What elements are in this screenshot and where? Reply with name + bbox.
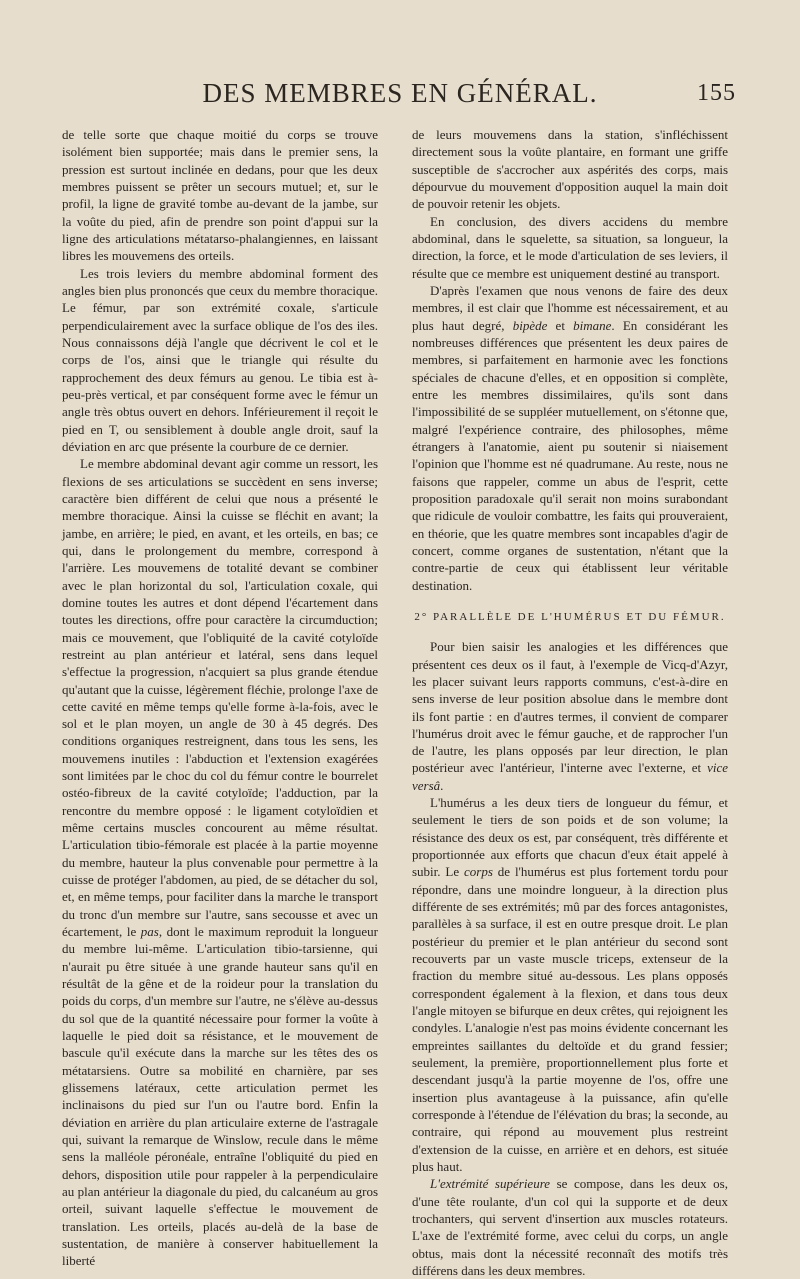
italic-term: vice versâ bbox=[412, 760, 728, 793]
paragraph: En conclusion, des divers accidens du membre abdominal, dans le squelette, sa situation, sa longueur, la direction, la force, et le mode d'articulation de ses leviers, il résulte que ce membre est uniquement destiné au transport. bbox=[412, 213, 728, 281]
paragraph bbox=[412, 1175, 728, 1279]
running-title: DES MEMBRES EN GÉNÉRAL. bbox=[202, 78, 598, 108]
paragraph: de leurs mouvemens dans la station, s'infléchissent directement sous la voûte plantaire, en formant une griffe susceptible de s'accrocher aux aspérités des corps, mais dépourvue du mouvement d'opposition auquel la main doit de pouvoir retenir les objets. bbox=[412, 127, 728, 212]
text-run: , dont le maximum reproduit la longueur du membre lui-même. L'articulation tibio-tarsienne, qui n'aurait pu être située à une grande hauteur sans qu'il en résultât de la gêne et de la roideur pour la translation du poids du corps, d'un membre sur l'autre, ne s'élève au-dessus du sol que de la quantité nécessaire pour former la voûte à laquelle le pied doit sa résistance, et le mouvement de bascule qu'il exécute dans la marche sur les têtes des os métatarsiens. Outre sa mobilité en charnière, par ses glissemens latéraux, cette articulation permet les inclinaisons du pied sur l'un ou l'autre bord. Enfin la déviation en arrière du plan articulaire externe de l'astragale qui, suivant la remarque de Winslow, recule dans le même sens la malléole péronéale, entraîne l'obliquité du pied en dehors, disposition utile pour rappeler à la perpendiculaire au plan antérieur la diagonale du pied, du calcanéum au gros orteil, suivant laquelle s'effectue le mouvement de translation. Les orteils, placés au-delà de la base de sustentation, de manière à conserver habituellement la liberté bbox=[62, 924, 378, 1269]
italic-term: bipède bbox=[512, 317, 548, 333]
paragraph bbox=[412, 282, 728, 594]
text-run: se compose, dans les deux os, d'une tête roulante, d'un col qui la supporte et de deux trochanters, qui servent d'insertion aux muscles rotateurs. L'axe de l'extrémité forme, avec celui du corps, un angle obtus, mais dont la nécessité reconnaît des motifs très différens dans les deux membres. bbox=[412, 1176, 728, 1278]
text-run: Le membre abdominal devant agir comme un ressort, les flexions de ses articulations se succèdent en sens inverse; caractère bien différent de celui que nous a présenté le membre thoracique. Ainsi la cuisse se fléchit en avant; la jambe, en arrière; le pied, en avant, et les orteils, en bas; ce qui, dans le prolongement du membre, correspond à l'arrière. Les mouvemens de totalité devant se combiner avec le plan horizontal du sol, l'articulation coxale, qui domine toutes les autres et dont dépend l'écartement dans toutes les directions, offre pour caractère la circumduction; mais ce mouvement, que l'obliquité de la cavité cotyloïde restreint au plan antérieur et latéral, sens dans lequel s'effectue la progression, n'acquiert sa plus grande étendue qu'autant que la cuisse, légèrement fléchie, prolonge l'axe de cette cavité en même temps qu'elle forme à-la-fois, avec le sol et le plan moyen, un angle de 30 à 45 degrés. Des conditions organiques restreignent, dans tous les sens, les mouvemens inutiles : l'abduction et l'extension exagérées sont limitées par le choc du col du fémur contre le bourrelet ostéo-fibreux de la cavité cotyloïde; l'adduction, par la rencontre du membre opposé : le ligament cotyloïdien et même certains muscles concourent au même résultat. L'articulation tibio-fémorale est placée à la partie moyenne du membre, hauteur la plus convenable pour permettre à la cuisse de protéger l'abdomen, au pied, de se détacher du sol, et, en même temps, pour faciliter dans la marche le transport du tronc d'un membre sur l'autre, sans secousse et avec un écartement, le bbox=[62, 456, 378, 940]
text-run: . En considérant les nombreuses différences que présentent les deux paires de membres, si parfaitement en harmonie avec les fonctions spéciales de chacune d'elles, et en opposition si complète, entre les membres dissimilaires, qu'ils sont dans l'impossibilité de se suppléer mutuellement, on s'étonne que, malgré l'expérience contraire, des philosophes, même étrangers à l'anatomie, aient pu soutenir si niaisement l'opinion que l'homme est né quadrumane. Au reste, nous ne faisons que rappeler, comme un abus de l'esprit, cette proposition paradoxale qu'il serait non moins surabondant que ridicule de vouloir combattre, les faits qui prouveraient, en théorie, que les quatre membres sont incapables d'agir de concert, comme organes de sustentation, n'étant que la contre-partie de ceux qui établissent leur véritable destination. bbox=[412, 317, 728, 593]
left-column bbox=[62, 126, 378, 1270]
text-run: et bbox=[547, 317, 574, 333]
italic-term: corps bbox=[464, 864, 493, 880]
text-run: L'humérus a les deux tiers de longueur du fémur, et seulement le tiers de son poids et de son volume; la résistance des deux os est, par conséquent, très différente et proportionnée aux efforts que chacun d'eux était appelé à subir. Le bbox=[412, 795, 728, 880]
paragraph bbox=[412, 638, 728, 794]
section-heading: 2° PARALLÈLE DE L'HUMÉRUS ET DU FÉMUR. bbox=[414, 610, 726, 623]
text-run: Pour bien saisir les analogies et les différences que présentent ces deux os il faut, à l'exemple de Vicq-d'Azyr, les placer suivant leurs rapports communs, c'est-à-dire en sens inverse de leur position absolue dans le membre dont ils font partie : en d'autres termes, il convient de comparer l'humérus droit avec le fémur gauche, et de rapprocher l'un de l'autre, les plans opposés par leur direction, le plan postérieur avec l'antérieur, l'interne avec l'externe, et bbox=[412, 639, 728, 776]
italic-term: pas bbox=[140, 924, 159, 940]
paragraph: de telle sorte que chaque moitié du corps se trouve isolément bien supportée; mais dans le premier sens, la pression est surtout inclinée en dedans, pour que les deux membres puissent se prêter un secours mutuel; et, sur le profil, la ligne de gravité tombe au-devant de la jambe, sur la voûte du pied, afin de prendre son point d'appui sur la ligne des articulations métatarso-phalangiennes, en laissant libres les mouvemens des orteils. bbox=[62, 127, 378, 264]
running-head bbox=[0, 78, 800, 118]
page-number: 155 bbox=[697, 80, 736, 106]
text-run: . bbox=[440, 777, 444, 793]
italic-term: bimane bbox=[573, 317, 612, 333]
paragraph bbox=[62, 455, 378, 1269]
italic-term: L'extrémité supérieure bbox=[430, 1176, 551, 1192]
text-run: de l'humérus est plus fortement tordu pour répondre, dans une moindre longueur, à la direction plus différente de ses extrémités; mû par des forces antagonistes, parallèles à sa surface, il est en outre presque droit. Le plan postérieur du premier et le plan antérieur du second sont recouverts par un vaste muscle triceps, extenseur de la fraction du membre situé au-dessous. Les plans opposés correspondent également à la flexion, et dans tous deux l'angle mitoyen se bifurque en deux crêtes, qui rejoignent les condyles. L'analogie n'est pas moins évidente concernant les empreintes saillantes du deltoïde et du grand fessier; seulement, la première, proportionnellement plus forte et descendant jusqu'à la partie moyenne de l'os, offre une insertion plus avantageuse à la puissance, afin qu'elle corresponde à l'étendue de l'élévation du bras; la seconde, au contraire, qui répond au mouvement plus restreint d'extension de la cuisse, en arrière et en dehors, est située plus haut. bbox=[412, 864, 728, 1175]
right-column bbox=[412, 126, 728, 1279]
text-run: D'après l'examen que nous venons de faire des deux membres, il est clair que l'homme est nécessairement, et au plus haut degré, bbox=[412, 282, 728, 333]
paragraph: Les trois leviers du membre abdominal forment des angles bien plus prononcés que ceux du membre thoracique. Le fémur, par son extrémité coxale, s'articule perpendiculairement avec la surface oblique de l'os des iles. Nous connaissons déjà l'angle que décrivent le col et le corps de l'os, ainsi que le triangle qui résulte du rapprochement des deux fémurs au genou. Le tibia est à-peu-près vertical, et par conséquent forme avec le fémur un angle très obtus ouvert en dehors. Inférieurement il reçoit le pied en T, ou sensiblement à double angle droit, sauf la déviation en arc que présente la courbure de ce dernier. bbox=[62, 265, 378, 454]
paragraph bbox=[412, 794, 728, 1175]
